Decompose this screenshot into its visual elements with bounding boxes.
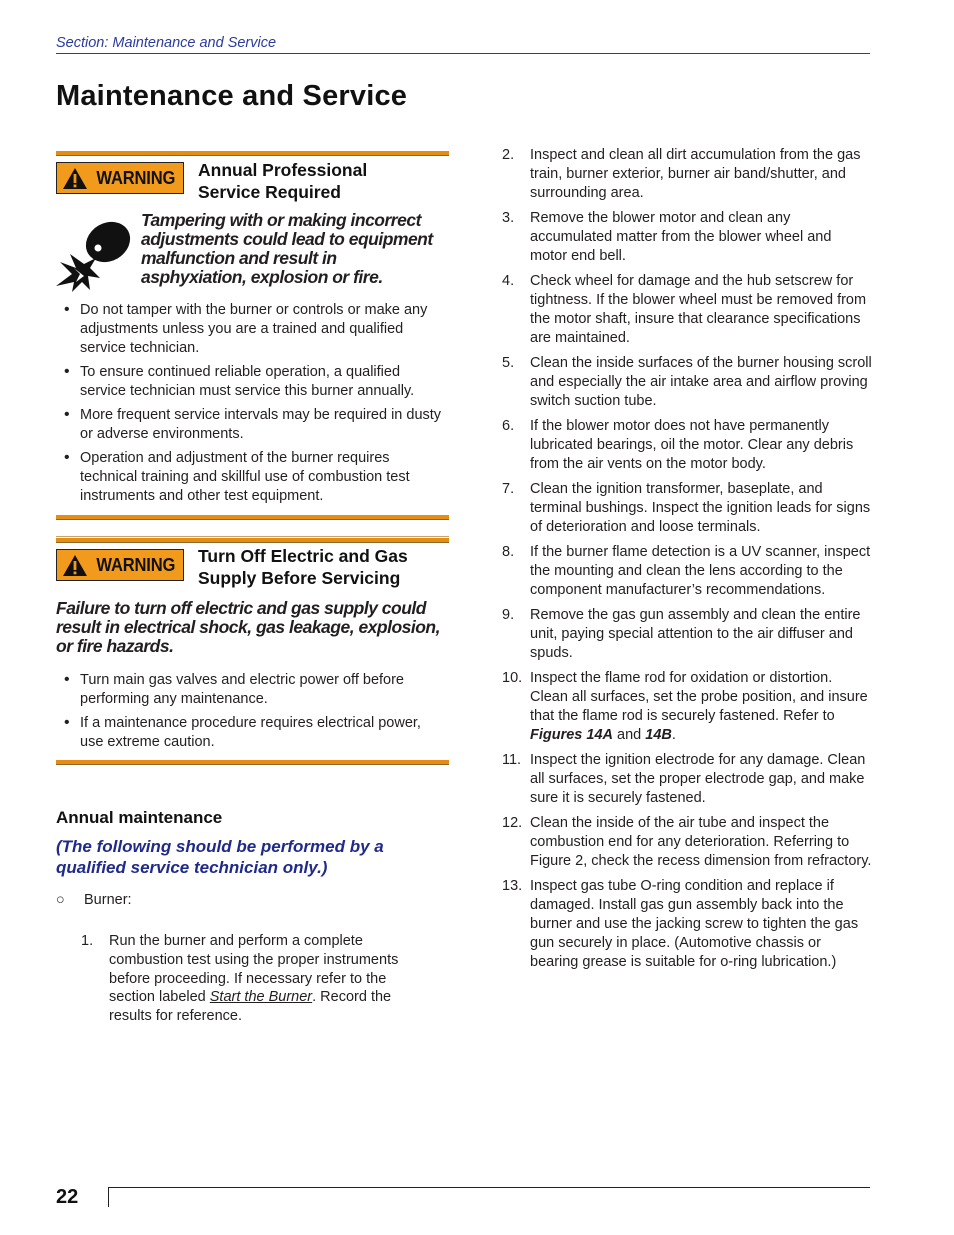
- step-number: 2.: [502, 147, 515, 163]
- step-text: Check wheel for damage and the hub setscrew for tightness. If the blower wheel must be removed from the motor shaft, insure that clearance specifications are maintained.: [530, 273, 867, 346]
- list-item: [502, 751, 872, 807]
- step-text-and: and: [613, 726, 646, 743]
- figure-ref: Figures 14A: [530, 726, 613, 743]
- step-text: Inspect and clean all dirt accumulation from the gas train, burner exterior, burner air band/shutter, and surrounding area.: [530, 147, 861, 201]
- warning1-badge-label: WARNING: [96, 167, 175, 188]
- step-text: Inspect the flame rod for oxidation or distortion. Clean all surfaces, set the probe position, and insure that the flame rod is securely fastened. Refer to: [530, 670, 868, 725]
- step-number: 12.: [502, 815, 523, 832]
- page-title: Maintenance and Service: [56, 80, 408, 112]
- list-item: • If a maintenance procedure requires electrical power, use extreme caution.: [56, 714, 446, 752]
- list-item: [502, 354, 872, 410]
- step-number: 9.: [502, 607, 515, 624]
- step-number: 1.: [81, 933, 94, 949]
- warning-triangle-icon: [62, 167, 88, 190]
- footer-divider: [108, 1187, 109, 1207]
- list-item: [502, 146, 872, 202]
- step-text: Inspect gas tube O-ring condition and replace if damaged. Install gas gun assembly back into the burner and use the jacking screw to tighten the gas gun securely in place. (Automotive chassis or bearing grease is suitable for o-ring lubrication.): [530, 878, 859, 970]
- step-number: 7.: [502, 481, 515, 498]
- step-text: Run the burner and perform a complete combustion test using the proper instruments before proceeding. If necessary refer to the section labeled: [109, 933, 399, 1006]
- warning2-badge-label: WARNING: [96, 554, 175, 575]
- step-text-end: .: [671, 726, 676, 743]
- list-item: [502, 606, 872, 662]
- figure-ref: 14B: [645, 726, 672, 743]
- step-number: 8.: [502, 544, 515, 561]
- step-text: If the blower motor does not have permanently lubricated bearings, oil the motor. Clear any debris from the air vents on the motor body.: [530, 418, 854, 472]
- warning-triangle-icon: [62, 554, 88, 577]
- burner-label: Burner:: [84, 892, 132, 908]
- list-item: • Do not tamper with the burner or controls or make any adjustments unless you are a trained and qualified service technician.: [56, 301, 446, 357]
- circle-bullet-icon: ○: [56, 892, 65, 908]
- annual-maintenance-heading: Annual maintenance: [56, 808, 223, 827]
- step-text: If the burner flame detection is a UV scanner, inspect the mounting and clean the lens according to the component manufacturer’s recommendations.: [530, 544, 871, 598]
- list-item: [502, 877, 872, 971]
- warning2-bullets: [56, 671, 446, 757]
- warning2-badge: [56, 549, 184, 581]
- step-text: Remove the gas gun assembly and clean the entire unit, paying special attention to the air diffuser and spuds.: [530, 607, 861, 661]
- warning1-badge: [56, 162, 184, 194]
- burner-item: [56, 892, 132, 908]
- warning2-heading-line2: Supply Before Servicing: [198, 568, 401, 588]
- step-number: 3.: [502, 210, 515, 227]
- step-number: 4.: [502, 273, 515, 290]
- warning2-bottom-rule: [56, 760, 449, 765]
- step-text: Clean the inside of the air tube and inspect the combustion end for any deterioration. Referring to Figure 2, check the recess dimension from refractory.: [530, 815, 872, 869]
- explosion-hazard-icon: [56, 212, 132, 292]
- list-item: [502, 814, 872, 870]
- technician-note: (The following should be performed by a qualified service technician only.): [56, 837, 384, 877]
- list-item: • To ensure continued reliable operation, a qualified service technician must service this burner annually.: [56, 363, 446, 401]
- warning2-heading-line1: Turn Off Electric and Gas: [198, 546, 408, 566]
- warning2-heading: [198, 545, 408, 589]
- warning1-bullets: [56, 301, 446, 511]
- warning1-heading-line2: Service Required: [198, 182, 341, 202]
- header-rule: [56, 53, 870, 54]
- step-list-left: [81, 932, 431, 1033]
- warning1-bottom-rule: [56, 515, 449, 520]
- warning2-top-rule: [56, 538, 449, 543]
- step-text-end: . Record the results for reference.: [109, 989, 392, 1025]
- footer-rule: [108, 1187, 870, 1188]
- list-item: • Operation and adjustment of the burner requires technical training and skillful use of combustion test instruments and other test equipment.: [56, 449, 446, 505]
- step-number: 6.: [502, 418, 515, 435]
- list-item: [502, 417, 872, 473]
- list-item: [502, 209, 872, 265]
- step-text: Inspect the ignition electrode for any damage. Clean all surfaces, set the proper electrode gap, and make sure it is securely fastened.: [530, 752, 866, 806]
- step-number: 13.: [502, 878, 523, 895]
- warning1-top-rule: [56, 151, 449, 156]
- warning1-heading-line1: Annual Professional: [198, 160, 368, 180]
- section-label: Section: Maintenance and Service: [56, 35, 277, 51]
- list-item: [502, 669, 872, 744]
- start-the-burner-link[interactable]: Start the Burner: [209, 989, 313, 1006]
- step-text: Remove the blower motor and clean any accumulated matter from the blower wheel and motor end bell.: [530, 210, 832, 264]
- warning2-message: Failure to turn off electric and gas supply could result in electrical shock, gas leakage, explosion, or fire hazards.: [56, 598, 440, 656]
- step-text: Clean the inside surfaces of the burner housing scroll and especially the air intake area and airflow proving switch suction tube.: [530, 355, 872, 409]
- step-number: 10.: [502, 670, 523, 687]
- list-item: [502, 272, 872, 347]
- step-text: Clean the ignition transformer, baseplate, and terminal bushings. Inspect the ignition leads for signs of deterioration and loose terminals.: [530, 481, 871, 535]
- list-item: • Turn main gas valves and electric power off before performing any maintenance.: [56, 671, 446, 709]
- warning1-heading: [198, 159, 367, 203]
- step-list-right: [502, 146, 872, 978]
- warning1-message: Tampering with or making incorrect adjustments could lead to equipment malfunction and result in asphyxiation, explosion or fire.: [141, 210, 433, 287]
- page-number: 22: [56, 1186, 79, 1208]
- list-item: [502, 480, 872, 536]
- list-item: [502, 543, 872, 599]
- list-item: [81, 932, 431, 1026]
- step-number: 11.: [502, 752, 522, 769]
- list-item: • More frequent service intervals may be required in dusty or adverse environments.: [56, 406, 446, 444]
- step-number: 5.: [502, 355, 515, 372]
- warning2-top-thin-rule: [56, 536, 449, 537]
